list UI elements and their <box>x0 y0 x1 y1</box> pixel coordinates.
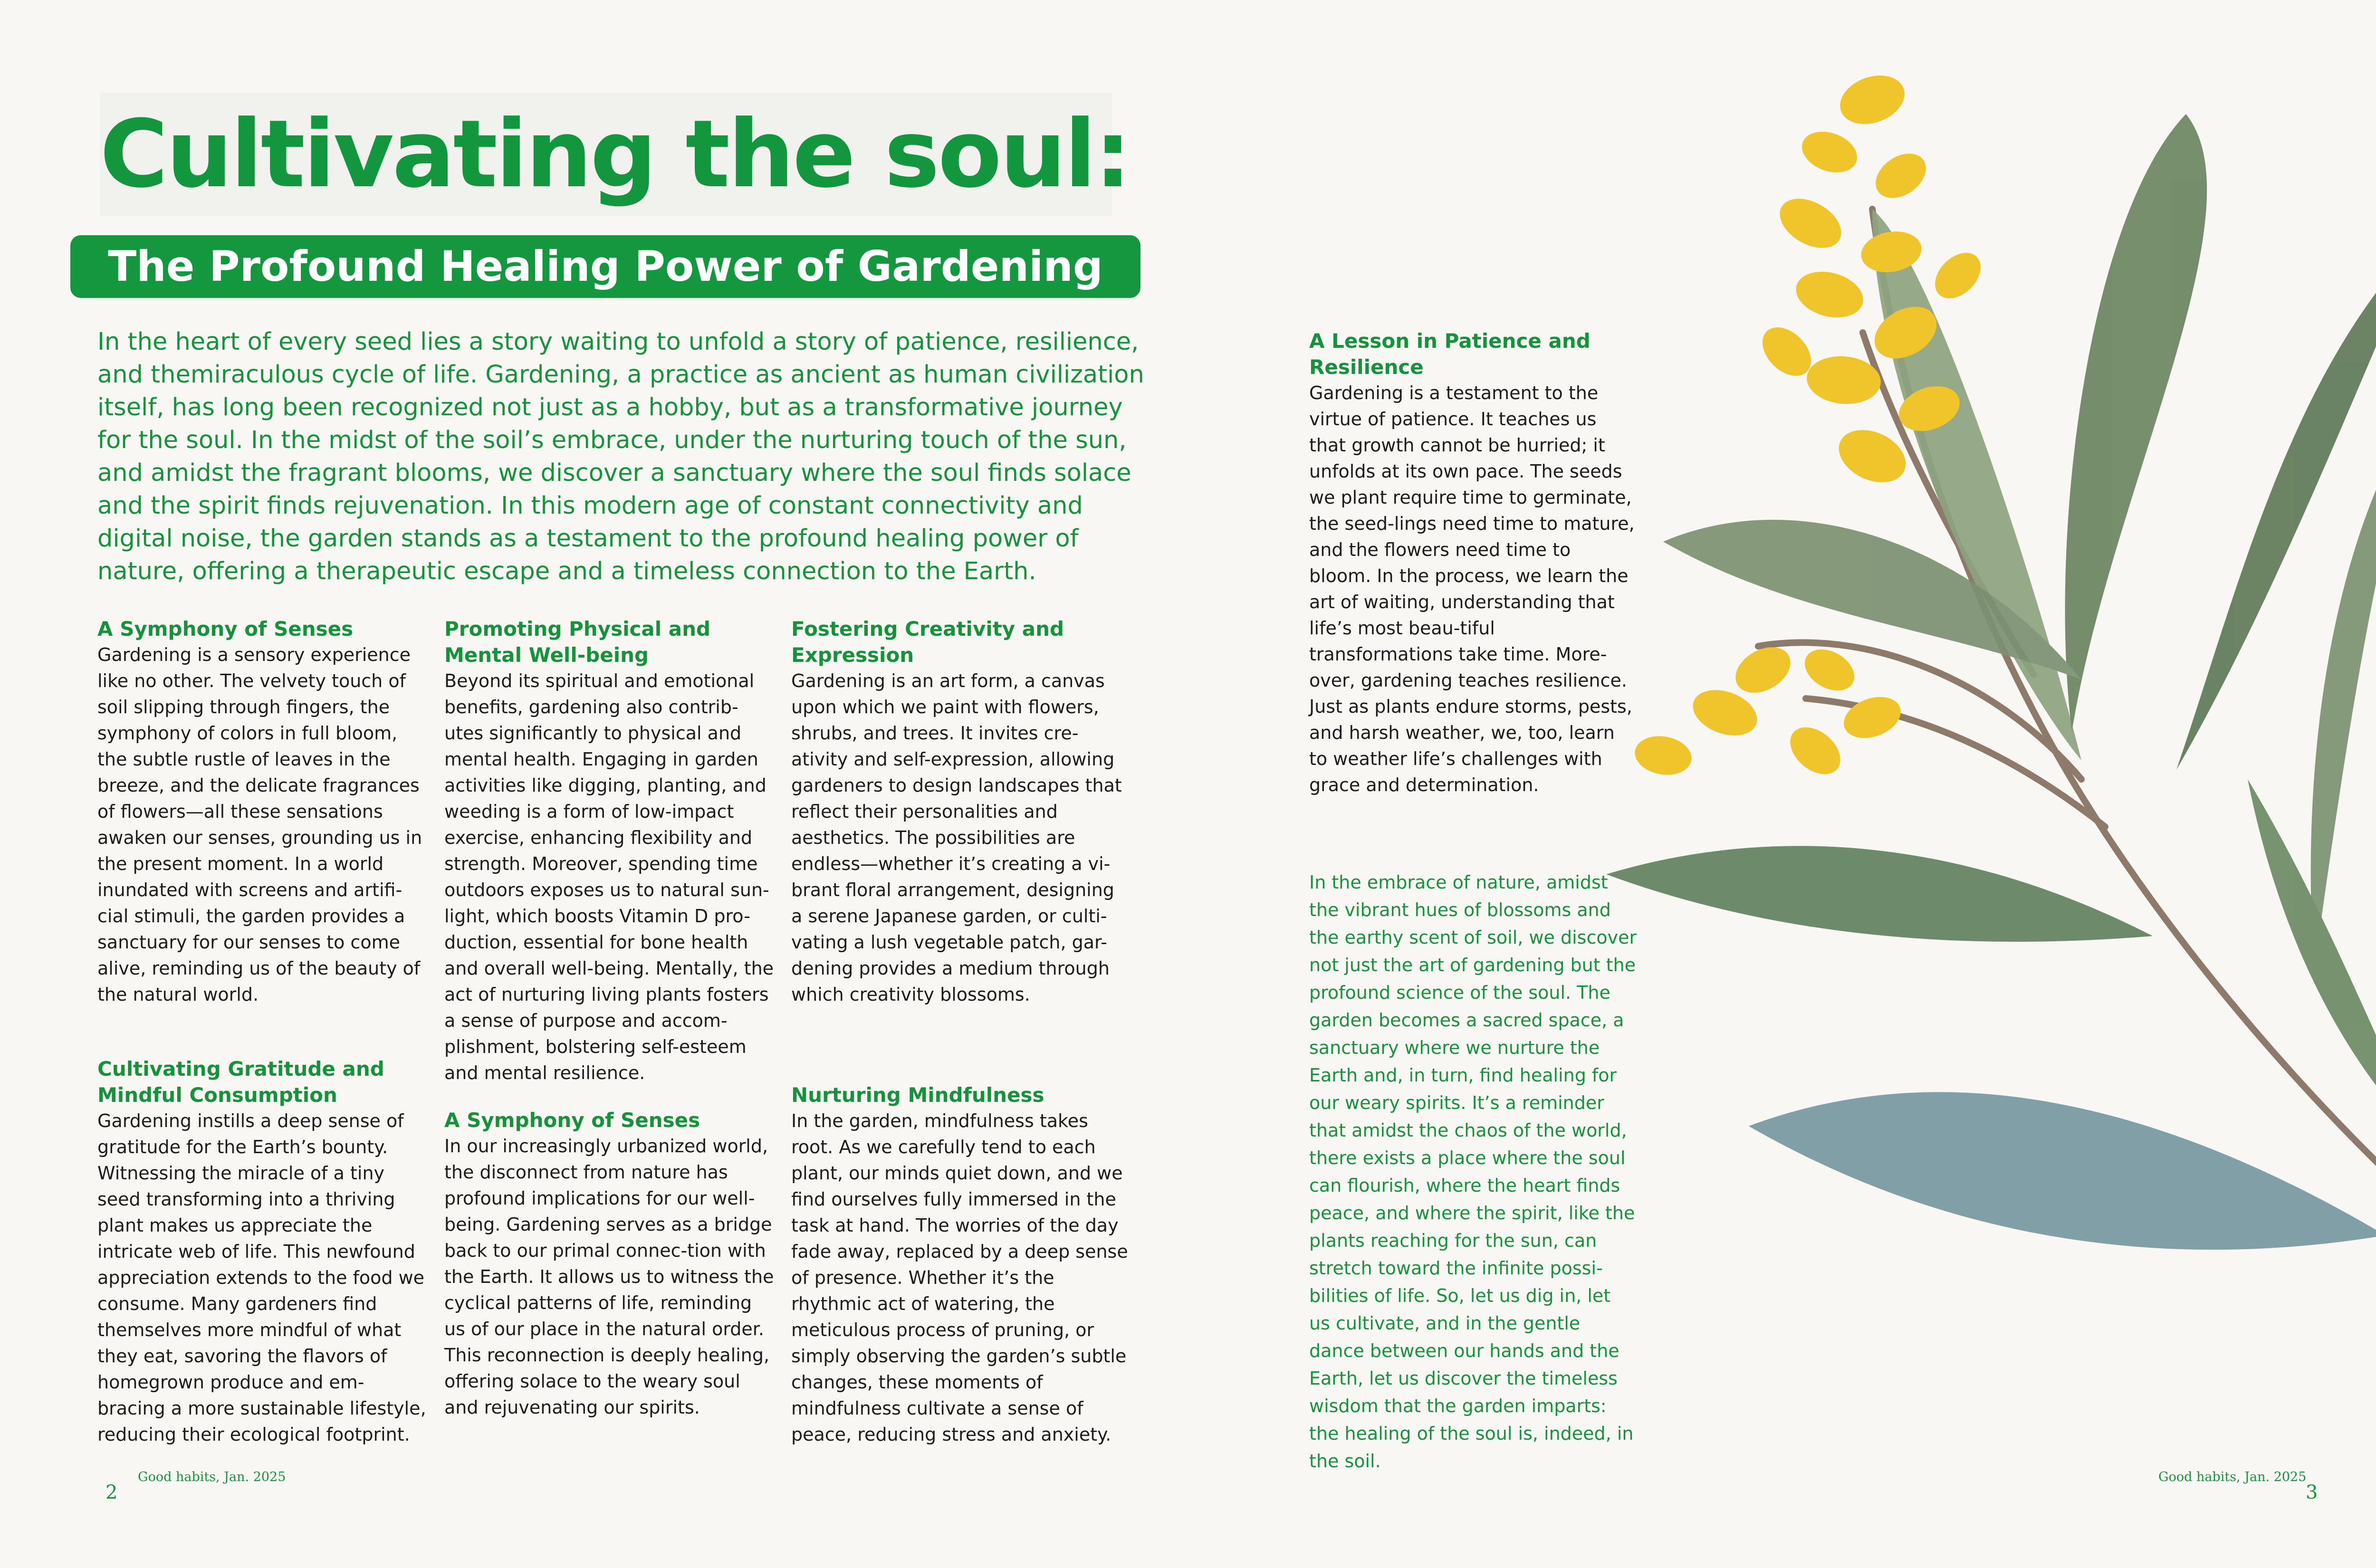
subtitle-banner: The Profound Healing Power of Gardening <box>70 235 1140 298</box>
section-fostering-creativity <box>791 616 1129 1008</box>
intro-paragraph: In the heart of every seed lies a story waiting to unfold a story of patience, resilience, and themiraculous cycle of life. Gardening, a practice as ancient as human civilization itself, has long been recognized not just as a hobby, but as a transformative journey for the soul. In the midst of the soil’s embrace, under the nurturing touch of the sun, and amidst the fragrant blooms, we discover a sanctuary where the soul finds solace and the spirit finds rejuvenation. In this modern age of constant connectivity and digital noise, the garden stands as a testament to the profound healing power of nature, offering a therapeutic escape and a timeless connection to the Earth. <box>97 328 1144 585</box>
flowers <box>1632 67 1990 784</box>
page-number-left: 2 <box>105 1482 118 1503</box>
section-cultivating-gratitude <box>97 1056 430 1448</box>
section-body: Gardening is a sensory experience like no other. The velvety touch of soil slipping through fingers, the symphony of colors in full bloom, the subtle rustle of leaves in the breeze, and the delicate fragrances of flowers—all these sensations awaken our senses, grounding us in the present moment. In a world inundated with screens and artifi-cial stimuli, the garden provides a sanctuary for our senses to come alive, reminding us of the beauty of the natural world. <box>97 644 422 1005</box>
section-heading: A Lesson in Patience and Resilience <box>1309 329 1590 379</box>
section-body: In the garden, mindfulness takes root. As we carefully tend to each plant, our minds quiet down, and we find ourselves fully immersed in the task at hand. The worries of the day fade away, replaced by a deep sense of presence. Whether it’s the rhythmic act of watering, the meticulous process of pruning, or simply observing the garden’s subtle changes, these moments of mindfulness cultivate a sense of peace, reducing stress and anxiety. <box>791 1110 1128 1445</box>
section-heading: Cultivating Gratitude and Mindful Consumption <box>97 1057 384 1107</box>
footer-magazine-left: Good habits, Jan. 2025 <box>138 1470 286 1484</box>
closing-quote: In the embrace of nature, amidst the vibrant hues of blossoms and the earthy scent of soil, we discover not just the art of gardening but the profound science of the soul. The garden becomes a sacred space, a sanctuary where we nurture the Earth and, in turn, find healing for our weary spirits. It’s a reminder that amidst the chaos of the world, there exists a place where the soul can flourish, where the heart finds peace, and where the spirit, like the plants reaching for the sun, can stretch toward the infinite possi-bilities of life. So, let us dig in, let us cultivate, and in the gentle dance between our hands and the Earth, let us discover the timeless wisdom that the garden imparts: the healing of the soul is, indeed, in the soil. <box>1309 872 1637 1472</box>
section-body: Gardening is an art form, a canvas upon which we paint with flowers, shrubs, and trees. It invites cre-ativity and self-expression, allowing gardeners to design landscapes that reflect their personalities and aesthetics. The possibilities are endless—whether it’s creating a vi-brant floral arrangement, designing a serene Japanese garden, or culti-vating a lush vegetable patch, gar-dening provides a medium through which creativity blossoms. <box>791 670 1122 1005</box>
flower-branch-illustration <box>1606 67 2376 1349</box>
section-nurturing-mindfulness <box>791 1082 1129 1448</box>
leaves <box>1606 114 2376 1250</box>
section-heading: Promoting Physical and Mental Well-being <box>444 617 711 667</box>
section-symphony-of-senses <box>97 616 430 1008</box>
section-heading: A Symphony of Senses <box>97 617 354 641</box>
section-heading: A Symphony of Senses <box>444 1109 700 1132</box>
section-heading: Fostering Creativity and Expression <box>791 617 1064 667</box>
page-title: Cultivating the soul: <box>100 93 1112 216</box>
section-physical-mental-wellbeing <box>444 616 777 1086</box>
section-body: Gardening instills a deep sense of gratitude for the Earth’s bounty. Witnessing the miracle of a tiny seed transforming into a thriving plant makes us appreciate the intricate web of life. This newfound appreciation extends to the food we consume. Many gardeners find themselves more mindful of what they eat, savoring the flavors of homegrown produce and em-bracing a more sustainable lifestyle, reducing their ecological footprint. <box>97 1110 426 1445</box>
section-body: Gardening is a testament to the virtue of patience. It teaches us that growth cannot be hurried; it unfolds at its own pace. The seeds we plant require time to germinate, the seed-lings need time to mature, and the flowers need time to bloom. In the process, we learn the art of waiting, understanding that life’s most beau-tiful transformations take time. More-over, gardening teaches resilience. Just as plants endure storms, pests, and harsh weather, we, too, learn to weather life’s challenges with grace and determination. <box>1309 382 1635 795</box>
section-patience-resilience <box>1309 328 1637 798</box>
section-body: Beyond its spiritual and emotional benefits, gardening also contrib-utes significantly to physical and mental health. Engaging in garden activities like digging, planting, and weeding is a form of low-impact exercise, enhancing flexibility and strength. Moreover, spending time outdoors exposes us to natural sun-light, which boosts Vitamin D pro-duction, essential for bone health and overall well-being. Mentally, the act of nurturing living plants fosters a sense of purpose and accom-plishment, bolstering self-esteem and mental resilience. <box>444 670 774 1083</box>
section-heading: Nurturing Mindfulness <box>791 1083 1044 1107</box>
page-number-right: 3 <box>2306 1482 2318 1503</box>
section-body: In our increasingly urbanized world, the disconnect from nature has profound implications for our well-being. Gardening serves as a bridge back to our primal connec-tion with the Earth. It allows us to witness the cyclical patterns of life, reminding us of our place in the natural order. This reconnection is deeply healing, offering solace to the weary soul and rejuvenating our spirits. <box>444 1136 774 1418</box>
footer-magazine-right: Good habits, Jan. 2025 <box>2158 1470 2307 1484</box>
section-symphony-of-senses-2 <box>444 1107 777 1421</box>
